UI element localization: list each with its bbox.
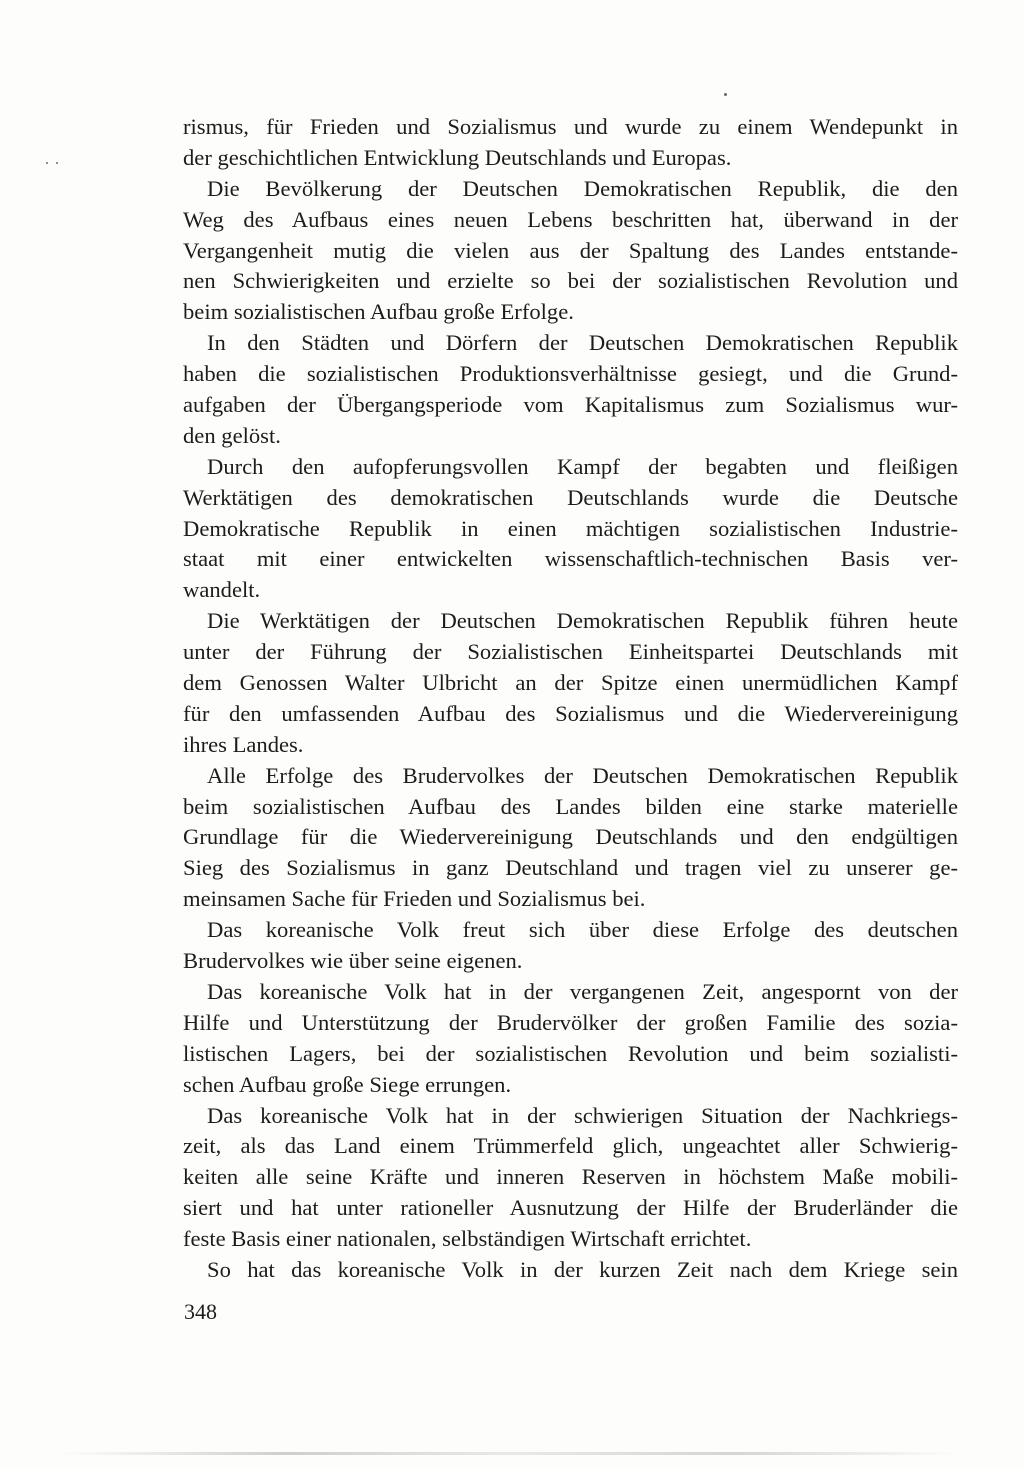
text-line: Werktätigen des demokratischen Deutschlands wurde die Deutsche: [183, 484, 958, 510]
text-line: listischen Lagers, bei der sozialistischen Revolution und beim sozialisti-: [183, 1040, 958, 1066]
text-line: aufgaben der Übergangsperiode vom Kapitalismus zum Sozialismus wur-: [183, 392, 958, 418]
text-line: Brudervolkes wie über seine eigenen.: [183, 948, 523, 974]
text-line: den gelöst.: [183, 422, 281, 448]
paragraph: [183, 761, 958, 915]
text-line: Die Bevölkerung der Deutschen Demokratischen Republik, die den: [207, 175, 958, 201]
text-line: Das koreanische Volk hat in der vergangenen Zeit, angespornt von der: [207, 978, 958, 1004]
text-line: staat mit einer entwickelten wissenschaftlich-technischen Basis ver-: [183, 546, 958, 572]
text-line: für den umfassenden Aufbau des Sozialismus und die Wiedervereinigung: [183, 700, 958, 726]
text-line: meinsamen Sache für Frieden und Sozialismus bei.: [183, 886, 646, 912]
paragraph: [183, 915, 958, 977]
scan-speck: [724, 93, 727, 96]
text-line: Vergangenheit mutig die vielen aus der Spaltung des Landes entstande-: [183, 237, 958, 263]
text-line: rismus, für Frieden und Sozialismus und wurde zu einem Wendepunkt in: [183, 114, 958, 139]
paragraph: [183, 977, 958, 1101]
paragraph: [183, 606, 958, 760]
page-number: 348: [184, 1299, 217, 1324]
paragraph: [183, 174, 958, 328]
text-line: schen Aufbau große Siege errungen.: [183, 1071, 512, 1097]
text-line: beim sozialistischen Aufbau große Erfolge.: [183, 299, 574, 325]
text-line: In den Städten und Dörfern der Deutschen Demokratischen Republik: [207, 330, 958, 356]
scan-speck: [56, 162, 58, 164]
text-line: Grundlage für die Wiedervereinigung Deutschlands und den endgültigen: [183, 824, 958, 850]
scan-edge: [60, 1452, 960, 1455]
text-line: Demokratische Republik in einen mächtigen sozialistischen Industrie-: [183, 515, 958, 541]
text-line: unter der Führung der Sozialistischen Einheitspartei Deutschlands mit: [183, 639, 958, 665]
text-line: haben die sozialistischen Produktionsverhältnisse gesiegt, und die Grund-: [183, 361, 958, 387]
text-line: So hat das koreanische Volk in der kurzen Zeit nach dem Kriege sein: [207, 1256, 958, 1282]
paragraph: [183, 112, 958, 174]
text-line: Sieg des Sozialismus in ganz Deutschland und tragen viel zu unserer ge-: [183, 855, 958, 881]
text-line: ihres Landes.: [183, 731, 304, 757]
text-line: dem Genossen Walter Ulbricht an der Spitze einen unermüdlichen Kampf: [183, 670, 958, 696]
paragraph: [183, 1255, 958, 1286]
text-line: wandelt.: [183, 577, 261, 603]
scan-speck: [46, 162, 48, 164]
text-line: siert und hat unter rationeller Ausnutzung der Hilfe der Bruderländer die: [183, 1195, 958, 1221]
text-line: Das koreanische Volk freut sich über diese Erfolge des deutschen: [207, 917, 958, 943]
text-line: beim sozialistischen Aufbau des Landes bilden eine starke materielle: [183, 793, 958, 819]
text-line: Hilfe und Unterstützung der Brudervölker der großen Familie des sozia-: [183, 1009, 958, 1035]
text-line: Die Werktätigen der Deutschen Demokratischen Republik führen heute: [207, 608, 958, 634]
text-line: keiten alle seine Kräfte und inneren Reserven in höchstem Maße mobili-: [183, 1164, 958, 1190]
text-line: Das koreanische Volk hat in der schwierigen Situation der Nachkriegs-: [207, 1102, 958, 1128]
text-line: zeit, als das Land einem Trümmerfeld glich, ungeachtet aller Schwierig-: [183, 1133, 958, 1159]
text-line: feste Basis einer nationalen, selbständigen Wirtschaft errichtet.: [183, 1226, 752, 1252]
text-line: Durch den aufopferungsvollen Kampf der begabten und fleißigen: [207, 453, 958, 479]
text-line: Weg des Aufbaus eines neuen Lebens beschritten hat, überwand in der: [183, 206, 958, 232]
text-line: nen Schwierigkeiten und erzielte so bei der sozialistischen Revolution und: [183, 268, 958, 294]
paragraph: [183, 452, 958, 606]
body-text: [183, 112, 958, 1286]
paragraph: [183, 328, 958, 452]
text-line: Alle Erfolge des Brudervolkes der Deutschen Demokratischen Republik: [207, 762, 958, 788]
paragraph: [183, 1101, 958, 1255]
text-line: der geschichtlichen Entwicklung Deutschlands und Europas.: [183, 144, 732, 170]
